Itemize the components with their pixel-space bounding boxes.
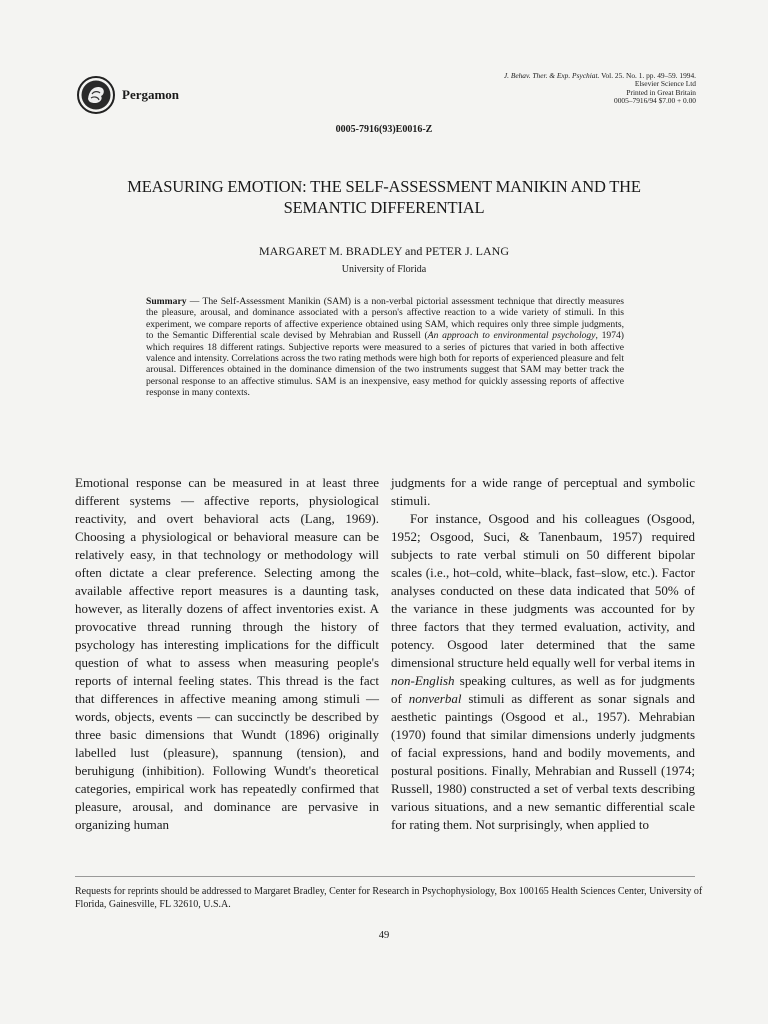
- page-number: 49: [378, 930, 390, 941]
- summary-label: Summary: [146, 296, 187, 307]
- summary-text-2: , 1974) which requires 18 different ratings. Subjective reports were measured to a series of pictures that varied in both affective valence and intensity. Correlations across the two rating methods were high both for reports of experienced pleasure and felt arousal. Differences obtained in the dominance dimension of the two instruments suggest that SAM may better track the personal response to an affective stimulus. SAM is an inexpensive, easy method for quickly assessing reports of affective response in many contexts.: [146, 330, 624, 399]
- footnote: Requests for reprints should be addressed to Margaret Bradley, Center for Research in Psychophysiology, Box 100165 Health Sciences Center, University of Florida, Gainesville, FL 32610, U.S.A.: [75, 886, 703, 910]
- summary-book-title: An approach to environmental psychology: [427, 330, 596, 342]
- summary-abstract: [146, 296, 624, 399]
- article-title: MEASURING EMOTION: THE SELF-ASSESSMENT MANIKIN AND THE SEMANTIC DIFFERENTIAL: [127, 177, 641, 217]
- journal-line-3: Printed in Great Britain: [626, 87, 696, 97]
- body-column-left: [75, 474, 379, 834]
- journal-line-2: Elsevier Science Ltd: [634, 79, 696, 89]
- journal-line-4: 0005–7916/94 $7.00 + 0.00: [614, 96, 696, 106]
- article-identifier: 0005-7916(93)E0016-Z: [335, 124, 433, 135]
- pergamon-emblem-icon: [76, 75, 116, 115]
- affiliation: University of Florida: [341, 264, 427, 275]
- body-text: For instance, Osgood and his colleagues (Osgood, 1952; Osgood, Suci, & Tanenbaum, 1957) required subjects to rate verbal stimuli on 50 different bipolar scales (i.e., hot–cold, white–black, fast–slow, etc.). Factor analyses conducted on these data indicated that 50% of the variance in these judgments was accounted for by three factors that they termed evaluation, activity, and potency. Osgood later determined that the same dimensional structure held equally well for verbal items in: [391, 511, 695, 670]
- publisher-logo: [76, 75, 179, 115]
- summary-text-1: — The Self-Assessment Manikin (SAM) is a non-verbal pictorial assessment technique that directly measures the pleasure, arousal, and dominance associated with a person's affective reaction to a wide variety of stimuli. In this experiment, we compare reports of affective experience obtained using SAM, which requires only three simple judgments, to the Semantic Differential scale devised by Mehrabian and Russell (: [146, 296, 624, 342]
- body-text: speaking cultures, as well as for judgments of: [391, 673, 695, 706]
- body-paragraph: Emotional response can be measured in at least three different systems — affective reports, physiological reactivity, and overt behavioral acts (Lang, 1969). Choosing a physiological or behavioral measure can be relatively easy, in that technology or methodology will often dictate a clear preference. Selecting among the available affective report measures is a daunting task, however, as literally dozens of affect inventories exist. A provocative thread running through the history of psychology has interesting implications for the difficult question of what to assess when measuring people's reports of internal feeling states. This thread is the fact that differences in affective meaning among stimuli — words, objects, events — can succinctly be described by three basic dimensions that Wundt (1896) originally labelled lust (pleasure), spannung (tension), and beruhigung (inhibition). Following Wundt's theoretical categories, empirical work has repeatedly confirmed that pleasure, arousal, and dominance are pervasive in organizing human: [75, 475, 379, 832]
- journal-volume: Vol. 25. No. 1. pp. 49–59. 1994.: [601, 71, 696, 80]
- body-emphasis: non-English: [391, 673, 455, 688]
- body-text: stimuli as different as sonar signals and aesthetic paintings (Osgood et al., 1957). Mehrabian (1970) found that similar dimensions underly judgments of facial expressions, hand and bodily movements, and postural positions. Finally, Mehrabian and Russell (1974; Russell, 1980) constructed a set of verbal texts describing various situations, and a new semantic differential scale for rating them. Not surprisingly, when applied to: [391, 691, 695, 832]
- footnote-divider: [75, 876, 695, 877]
- body-emphasis: nonverbal: [408, 691, 462, 706]
- journal-name: J. Behav. Ther. & Exp. Psychiat.: [503, 71, 600, 80]
- publisher-name: Pergamon: [122, 87, 180, 102]
- body-paragraph: [391, 510, 695, 834]
- journal-citation: [396, 72, 696, 106]
- authors: MARGARET M. BRADLEY and PETER J. LANG: [258, 244, 509, 258]
- body-column-right: [391, 474, 695, 834]
- body-paragraph: judgments for a wide range of perceptual and symbolic stimuli.: [391, 475, 695, 508]
